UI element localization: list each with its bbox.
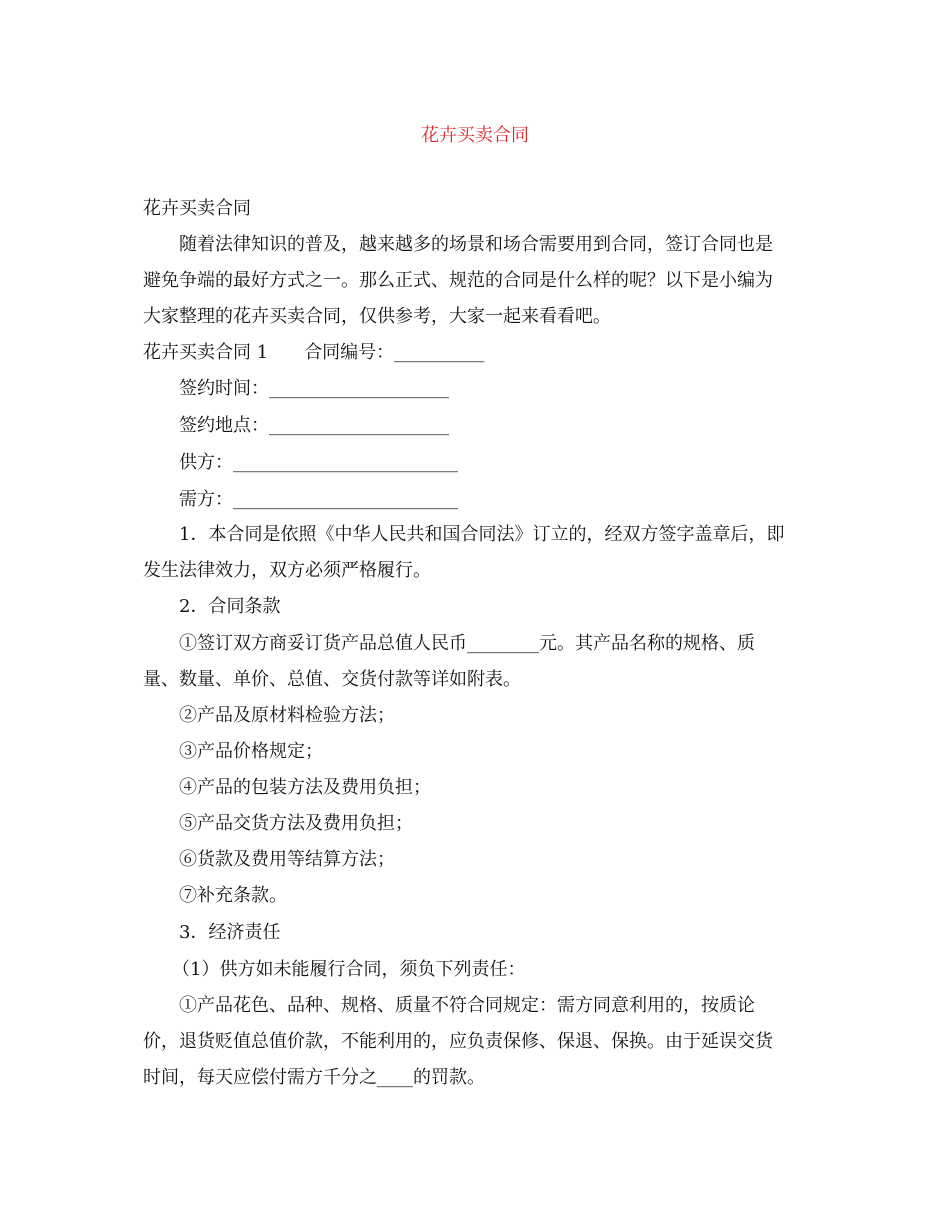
- clause2-heading: 2．合同条款: [179, 596, 281, 617]
- clause2-item6: ⑥货款及费用等结算方法；: [179, 849, 395, 870]
- clause2-item3: ③产品价格规定；: [179, 741, 323, 762]
- buyer-label: 需方：: [179, 489, 233, 510]
- clause1-line-2: 发生法律效力，双方必须严格履行。: [143, 560, 431, 581]
- supplier-label: 供方：: [179, 452, 233, 473]
- intro-line-3: 大家整理的花卉买卖合同，仅供参考，大家一起来看看吧。: [143, 306, 611, 327]
- sign-place-blank: ____________________: [269, 415, 449, 436]
- supplier-row: [179, 451, 458, 475]
- document-title: 花卉买卖合同: [421, 125, 529, 146]
- clause2-item1-line-1: ①签订双方商妥订货产品总值人民币________元。其产品名称的规格、质: [179, 633, 755, 654]
- document-heading: 花卉买卖合同: [143, 198, 251, 219]
- clause2-item7: ⑦补充条款。: [179, 885, 287, 906]
- sign-time-row: [179, 377, 449, 401]
- clause3-item1-line-3: 时间，每天应偿付需方千分之____的罚款。: [143, 1067, 485, 1088]
- clause3-item1-line-2: 价，退货贬值总值价款，不能利用的，应负责保修、保退、保换。由于延误交货: [143, 1031, 773, 1052]
- clause3-sub1: （1）供方如未能履行合同，须负下列责任：: [172, 959, 526, 980]
- clause3-item1-line-1: ①产品花色、品种、规格、质量不符合同规定：需方同意利用的，按质论: [179, 995, 755, 1016]
- clause1-line-1: 1．本合同是依照《中华人民共和国合同法》订立的，经双方签字盖章后，即: [179, 524, 785, 545]
- clause3-heading: 3．经济责任: [179, 922, 281, 943]
- supplier-blank: _________________________: [233, 452, 458, 473]
- contract-no-label: 合同编号：: [304, 342, 395, 363]
- intro-line-2: 避免争端的最好方式之一。那么正式、规范的合同是什么样的呢？以下是小编为: [143, 270, 773, 291]
- buyer-blank: _________________________: [233, 489, 458, 510]
- sign-place-label: 签约地点：: [179, 415, 269, 436]
- sign-time-blank: ____________________: [269, 378, 449, 399]
- sign-place-row: [179, 414, 449, 438]
- contract-no-blank: __________: [394, 342, 485, 363]
- clause2-item5: ⑤产品交货方法及费用负担；: [179, 813, 413, 834]
- buyer-row: [179, 488, 458, 512]
- clause2-item4: ④产品的包装方法及费用负担；: [179, 777, 431, 798]
- sign-time-label: 签约时间：: [179, 378, 269, 399]
- contract-header-row: [143, 341, 484, 365]
- clause2-item1-line-2: 量、数量、单价、总值、交货付款等详如附表。: [143, 669, 521, 690]
- contract1-label: 花卉买卖合同 1: [143, 342, 269, 363]
- intro-line-1: 随着法律知识的普及，越来越多的场景和场合需要用到合同，签订合同也是: [179, 234, 773, 255]
- clause2-item2: ②产品及原材料检验方法；: [179, 705, 395, 726]
